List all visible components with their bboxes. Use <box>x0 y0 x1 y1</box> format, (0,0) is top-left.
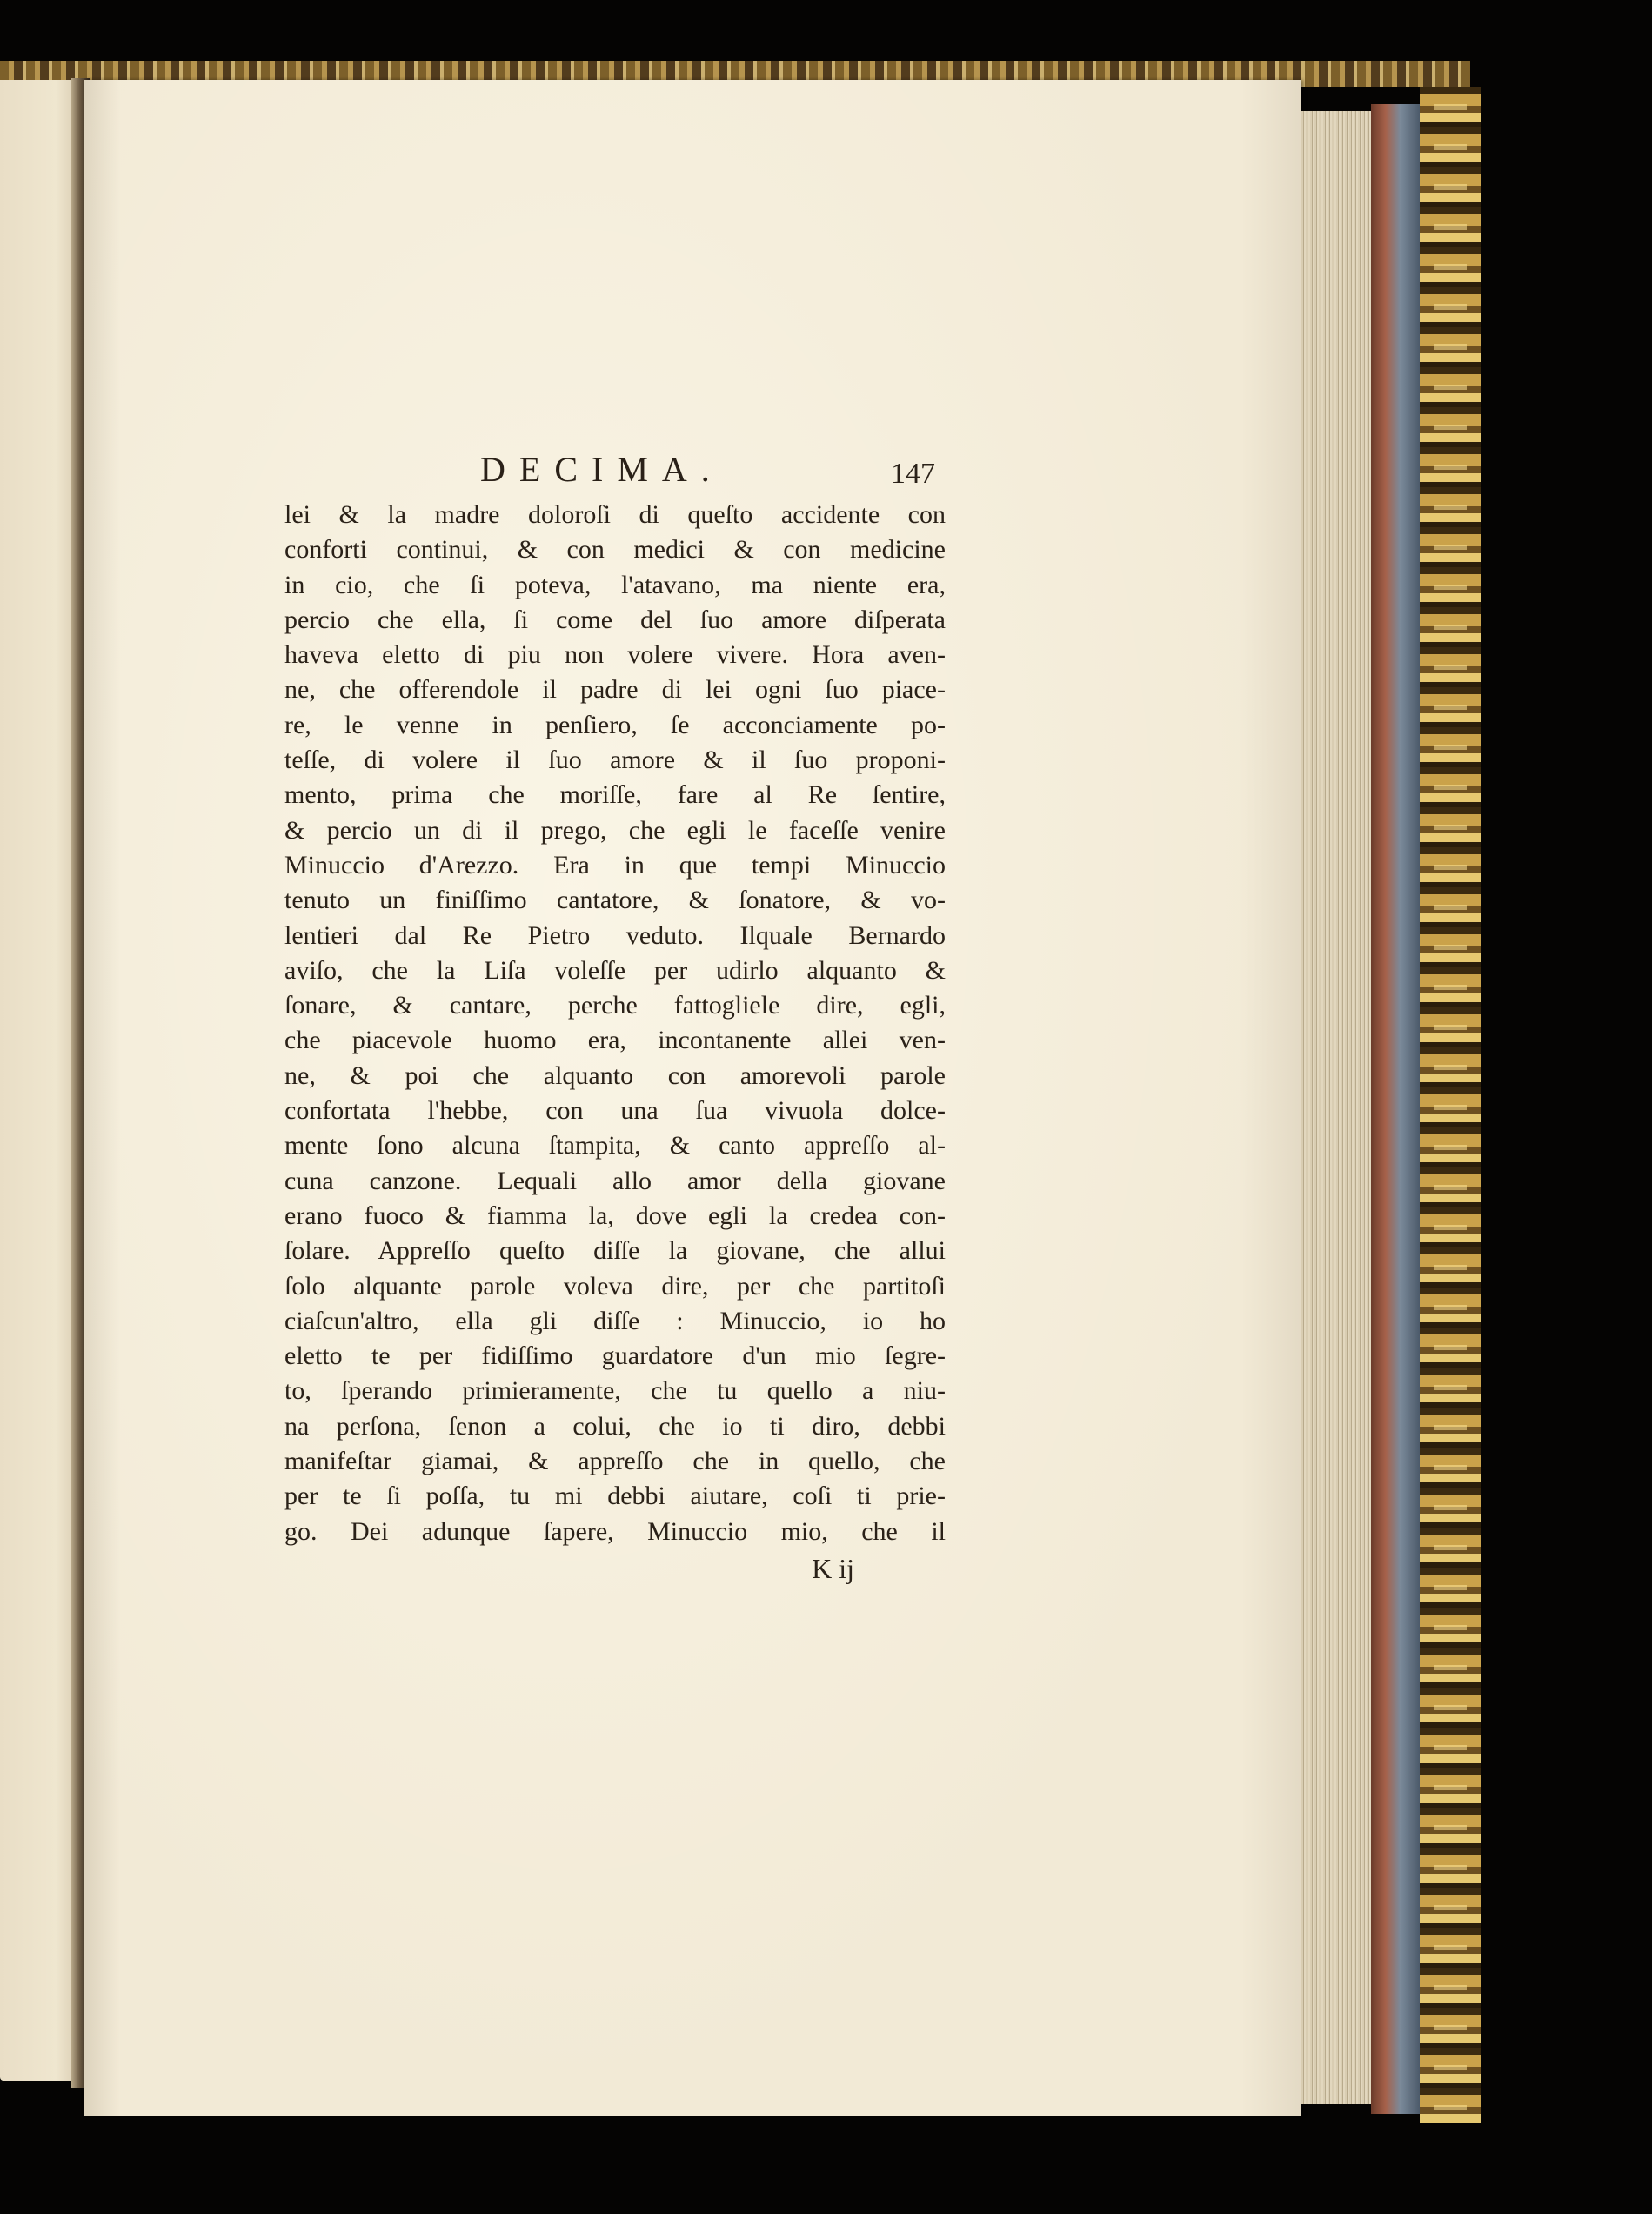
body-text <box>284 498 946 1549</box>
text-line: teſſe, di volere il ſuo amore & il ſuo proponi- <box>284 746 946 775</box>
text-line: manifeſtar giamai, & appreſſo che in quello, che <box>284 1447 946 1476</box>
left-page-edge <box>0 80 80 2081</box>
text-line: na perſona, ſenon a colui, che io ti diro, debbi <box>284 1411 946 1441</box>
text-line: conforti continui, & con medici & con medicine <box>284 535 946 565</box>
text-line: erano fuoco & fiamma la, dove egli la credea con- <box>284 1201 946 1230</box>
text-line: go. Dei adunque ſapere, Minuccio mio, che il <box>284 1516 946 1546</box>
text-line: eletto te per fidiſſimo guardatore d'un mio ſegre- <box>284 1341 946 1371</box>
text-line: mente ſono alcuna ſtampita, & canto appreſſo al- <box>284 1131 946 1161</box>
text-line: tenuto un finiſſimo cantatore, & ſonatore, & vo- <box>284 886 946 915</box>
text-line: to, ſperando primieramente, che tu quello a niu- <box>284 1376 946 1406</box>
running-head <box>284 444 946 496</box>
text-line: cuna canzone. Lequali allo amor della giovane <box>284 1166 946 1195</box>
page-fore-edge <box>1301 111 1371 2104</box>
text-line: ſonare, & cantare, perche fattogliele dire, egli, <box>284 991 946 1020</box>
text-line: & percio un di il prego, che egli le faceſſe venire <box>284 815 946 845</box>
text-line: ne, che offerendole il padre di lei ogni ſuo piace- <box>284 675 946 705</box>
text-line: percio che ella, ſi come del ſuo amore diſperata <box>284 605 946 634</box>
text-line: ciaſcun'altro, ella gli diſſe : Minuccio, io ho <box>284 1306 946 1335</box>
signature-mark: K ij <box>812 1552 854 1584</box>
text-line: re, le venne in penſiero, ſe acconciamente po- <box>284 710 946 739</box>
text-line: haveva eletto di piu non volere vivere. Hora aven- <box>284 640 946 670</box>
gilt-spine-highlight <box>1434 87 1467 2123</box>
text-line: in cio, che ſi poteva, l'atavano, ma niente era, <box>284 570 946 599</box>
text-line: per te ſi poſſa, tu mi debbi aiutare, coſi ti prie- <box>284 1482 946 1511</box>
cover-edge <box>1371 104 1420 2114</box>
text-line: ne, & poi che alquanto con amorevoli parole <box>284 1060 946 1090</box>
text-line: mento, prima che moriſſe, fare al Re ſentire, <box>284 780 946 810</box>
text-block <box>284 444 946 1588</box>
text-line: lentieri dal Re Pietro veduto. Ilquale Bernardo <box>284 920 946 950</box>
running-title: DECIMA. <box>480 450 724 489</box>
page-number: 147 <box>891 458 935 490</box>
text-line: che piacevole huomo era, incontanente allei ven- <box>284 1026 946 1055</box>
text-line: ſolo alquante parole voleva dire, per che partitoſi <box>284 1271 946 1301</box>
text-line: lei & la madre doloroſi di queſto accidente con <box>284 500 946 529</box>
text-line: Minuccio d'Arezzo. Era in que tempi Minuccio <box>284 850 946 880</box>
text-line: confortata l'hebbe, con una ſua vivuola dolce- <box>284 1096 946 1126</box>
text-line: aviſo, che la Liſa voleſſe per udirlo alquanto & <box>284 955 946 985</box>
text-line: ſolare. Appreſſo queſto diſſe la giovane, che allui <box>284 1236 946 1266</box>
